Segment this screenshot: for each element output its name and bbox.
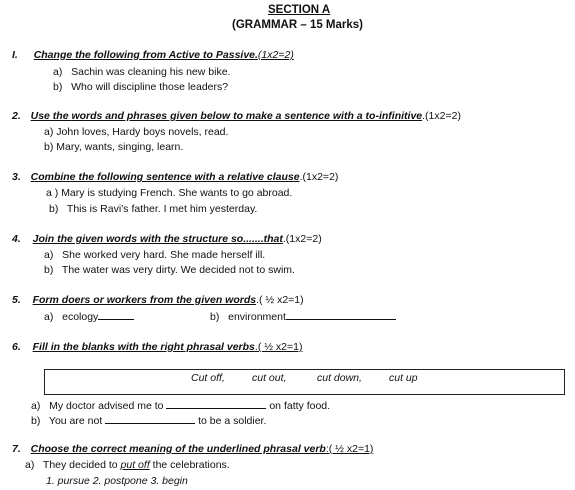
question-marks: :( ½ x2=1) — [325, 443, 374, 455]
question-marks: (1x2=2) — [257, 49, 294, 61]
item-text: ecology — [62, 311, 99, 323]
question-number: 3. — [12, 171, 21, 183]
item-text: The water was very dirty. We decided not to swim. — [61, 264, 295, 276]
list-item — [44, 126, 228, 138]
item-label: a) — [53, 66, 63, 78]
question-text: Choose the correct meaning of the underlined phrasal verb — [30, 443, 326, 455]
item-text: environment — [228, 311, 286, 323]
word-options-box — [44, 369, 565, 395]
item-text: My doctor advised me to — [49, 400, 164, 412]
list-item — [44, 249, 265, 261]
section-heading: SECTION A — [268, 4, 331, 16]
word-option: cut down, — [317, 372, 362, 384]
question-number: I. — [12, 49, 18, 61]
list-item — [44, 310, 134, 323]
question-4 — [12, 233, 322, 245]
item-text: John loves, Hardy boys novels, read. — [56, 126, 229, 138]
item-text: They decided to — [42, 459, 118, 471]
item-text: She worked very hard. She made herself ill. — [62, 249, 266, 261]
item-label: b) — [31, 415, 41, 427]
item-label: a) — [44, 126, 54, 138]
question-1 — [12, 49, 294, 61]
list-item — [210, 310, 396, 323]
question-5 — [12, 294, 304, 306]
list-item — [44, 141, 183, 153]
item-label: b) — [44, 141, 54, 153]
underlined-phrasal-verb: put off — [120, 459, 150, 471]
answer-choices: 1. pursue 2. postpone 3. begin — [46, 475, 188, 487]
item-label: b) — [210, 311, 220, 323]
answer-blank[interactable] — [98, 310, 134, 320]
question-6 — [12, 341, 302, 353]
item-label: a) — [31, 400, 41, 412]
list-item — [31, 414, 266, 427]
item-label: b) — [53, 81, 63, 93]
section-subtitle: (GRAMMAR – 15 Marks) — [232, 19, 363, 31]
item-label: a) — [44, 311, 54, 323]
question-text: Join the given words with the structure so.......that — [32, 233, 283, 245]
item-text: to be a soldier. — [198, 415, 267, 427]
list-item — [46, 187, 292, 199]
question-number: 7. — [12, 443, 21, 455]
question-number: 6. — [12, 341, 21, 353]
list-item — [31, 399, 330, 412]
item-text: Mary, wants, singing, learn. — [56, 141, 184, 153]
question-3 — [12, 171, 338, 183]
question-number: 2. — [12, 110, 21, 122]
question-marks: .(1x2=2) — [282, 233, 322, 245]
item-label: b) — [49, 203, 59, 215]
answer-blank[interactable] — [286, 310, 396, 320]
question-number: 4. — [12, 233, 21, 245]
question-text: Form doers or workers from the given words — [32, 294, 257, 306]
item-label: a) — [44, 249, 54, 261]
item-text: the celebrations. — [152, 459, 230, 471]
item-label: a) — [25, 459, 35, 471]
question-marks: .( ½ x2=1) — [256, 294, 304, 306]
list-item — [53, 81, 228, 93]
item-label: a ) — [46, 187, 59, 199]
list-item — [25, 459, 230, 471]
list-item — [49, 203, 257, 215]
item-label: b) — [44, 264, 54, 276]
question-number: 5. — [12, 294, 21, 306]
answer-blank[interactable] — [105, 414, 195, 424]
question-text: Fill in the blanks with the right phrasal verbs — [32, 341, 255, 353]
question-marks: .(1x2=2) — [299, 171, 339, 183]
question-text: Combine the following sentence with a relative clause — [30, 171, 300, 183]
item-text: Mary is studying French. She wants to go abroad. — [61, 187, 293, 199]
item-text: This is Ravi’s father. I met him yesterday. — [66, 203, 258, 215]
question-text: Use the words and phrases given below to make a sentence with a to-infinitive — [30, 110, 423, 122]
answer-blank[interactable] — [166, 399, 266, 409]
question-7 — [12, 443, 373, 455]
question-2 — [12, 110, 461, 122]
item-text: on fatty food. — [269, 400, 331, 412]
word-option: Cut off, — [191, 372, 225, 384]
list-item — [44, 264, 295, 276]
question-text: Change the following from Active to Passive. — [33, 49, 258, 61]
word-option: cut up — [389, 372, 418, 384]
question-marks: .(1x2=2) — [422, 110, 461, 122]
list-item — [53, 66, 230, 78]
item-text: You are not — [48, 415, 103, 427]
word-option: cut out, — [252, 372, 287, 384]
item-text: Who will discipline those leaders? — [71, 81, 229, 93]
question-marks: .( ½ x2=1) — [254, 341, 303, 353]
item-text: Sachin was cleaning his new bike. — [71, 66, 231, 78]
